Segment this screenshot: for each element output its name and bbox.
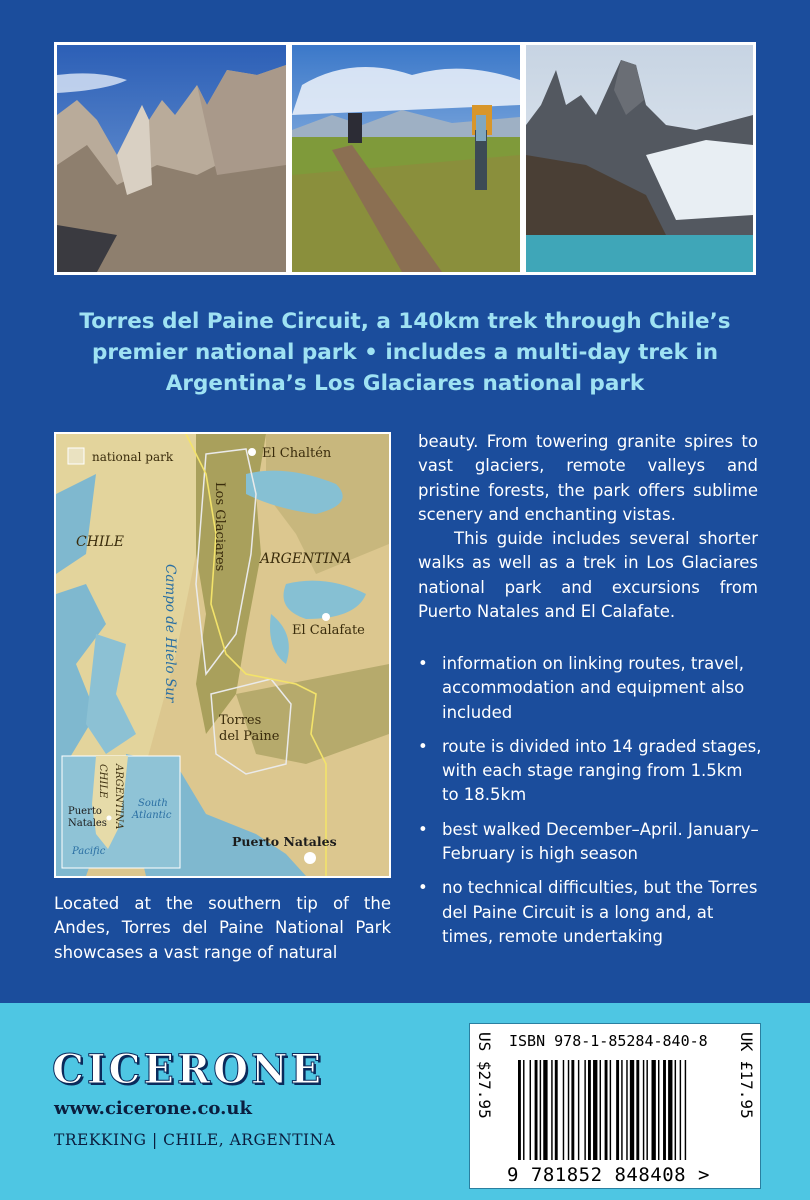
intro-text-continued: beauty. From towering granite spires to vast glaciers, remote valleys and pristine forests, the park offers sublime scenery and enchanting vistas. xyxy=(418,432,758,524)
intro-text-left: Located at the southern tip of the Andes, Torres del Paine National Park showcases a vast range of natural xyxy=(54,894,391,962)
list-item: • no technical difficulties, but the Torres del Paine Circuit is a long and, at times, remote undertaking xyxy=(418,876,763,949)
isbn-label: ISBN 978-1-85284-840-8 xyxy=(509,1032,708,1050)
inset-pacific: Pacific xyxy=(72,846,106,857)
list-item: • route is divided into 14 graded stages, with each stage ranging from 1.5km to 18.5km xyxy=(418,735,763,808)
photo-torres-spires xyxy=(54,42,289,275)
label-puerto-natales: Puerto Natales xyxy=(232,834,337,849)
inset-south: South xyxy=(138,798,168,809)
legend-label: national park xyxy=(92,450,174,464)
label-campo-de-hielo-sur: Campo de Hielo Sur xyxy=(162,564,178,703)
inset-chile: CHILE xyxy=(97,764,108,799)
list-item: • best walked December–April. January–February is high season xyxy=(418,818,763,867)
cicerone-logo: CICERONE xyxy=(52,1046,325,1093)
barcode-bars xyxy=(518,1060,714,1160)
label-chile: CHILE xyxy=(76,534,124,550)
us-price: US $27.95 xyxy=(475,1032,494,1119)
uk-price: UK £17.95 xyxy=(737,1032,756,1119)
barcode-panel xyxy=(470,1024,760,1188)
photo-fitz-roy-lake xyxy=(523,42,756,275)
route-map xyxy=(54,432,391,878)
feature-list xyxy=(418,652,763,959)
inset-puerto: Puerto xyxy=(68,806,102,817)
label-argentina: ARGENTINA xyxy=(260,551,352,567)
label-torres: Torres xyxy=(219,713,262,728)
label-el-calafate: El Calafate xyxy=(292,623,365,638)
photo-trekkers xyxy=(289,42,523,275)
genre-label: TREKKING | CHILE, ARGENTINA xyxy=(54,1131,336,1149)
list-item: • information on linking routes, travel, accommodation and equipment also included xyxy=(418,652,763,725)
guide-description: This guide includes several shorter walks as well as a trek in Los Glaciares national park and excursions from Puerto Natales and El Calafate. xyxy=(418,529,758,622)
inset-atlantic: Atlantic xyxy=(132,810,172,821)
inset-natales: Natales xyxy=(68,818,107,829)
headline: Torres del Paine Circuit, a 140km trek through Chile’s premier national park • includes a multi-day trek in Argentina’s Los Glaciares national park xyxy=(79,309,731,396)
inset-argentina: ARGENTINA xyxy=(113,764,124,830)
barcode-number: 9 781852 848408 > xyxy=(507,1164,710,1186)
label-el-chalten: El Chaltén xyxy=(262,446,332,461)
intro-text-right xyxy=(418,430,758,624)
label-del-paine: del Paine xyxy=(219,729,280,744)
publisher-url: www.cicerone.co.uk xyxy=(54,1098,252,1119)
label-los-glaciares: Los Glaciares xyxy=(212,482,227,572)
